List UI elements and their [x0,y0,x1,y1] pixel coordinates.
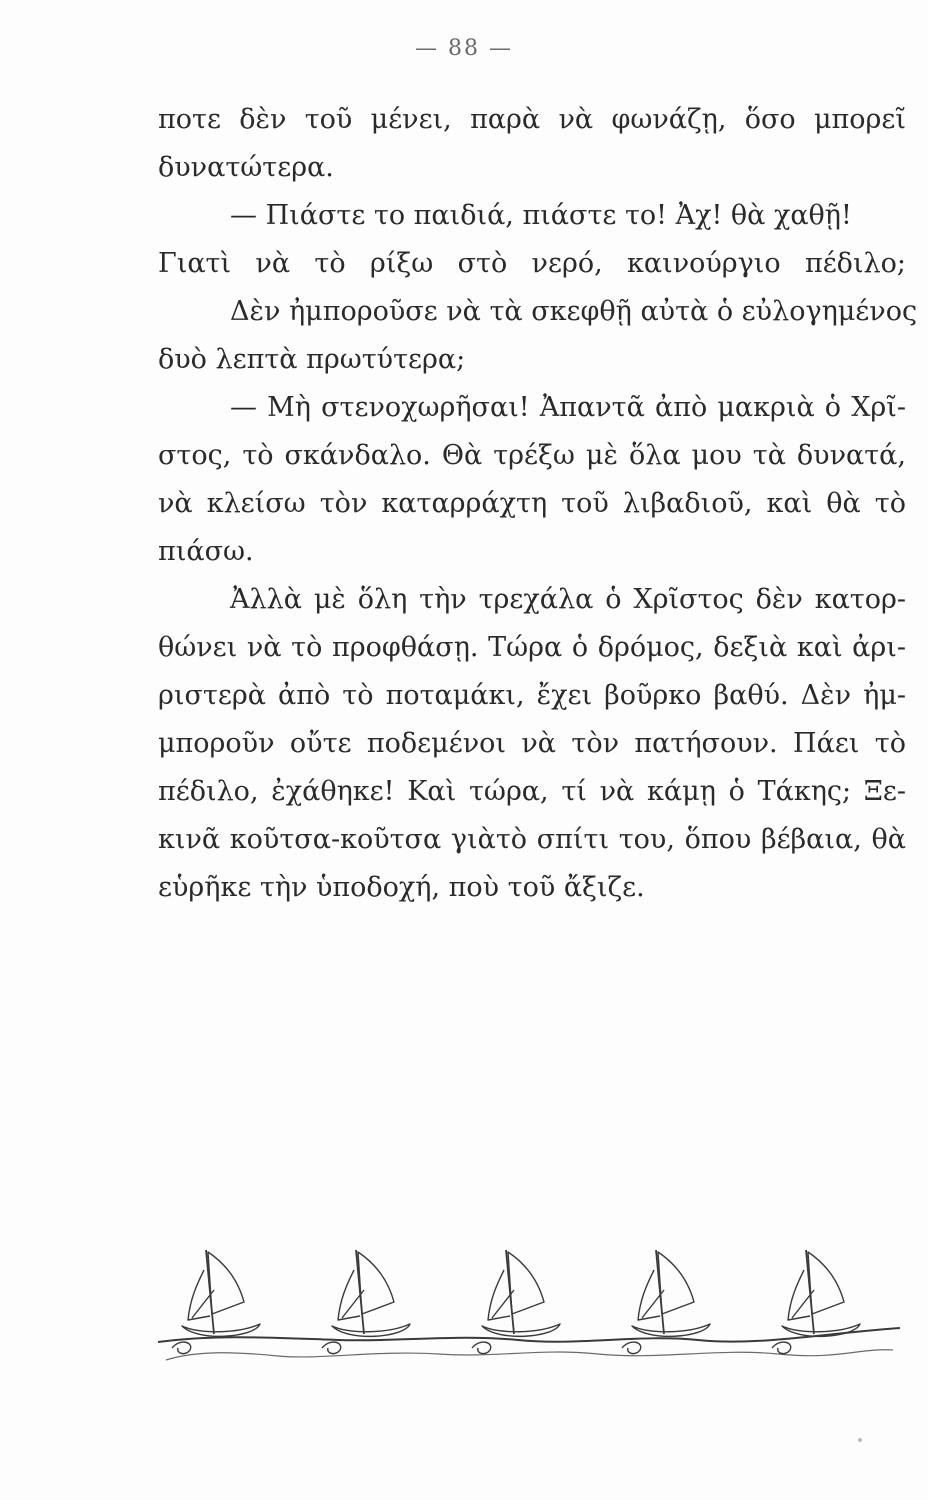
sailboat-stroke [472,1342,491,1354]
sailboat-stroke [808,1252,844,1314]
sailboat-stroke [332,1324,410,1336]
page-number: — 88 — [415,36,513,61]
body-text [158,96,918,912]
sailboat-stroke [338,1270,360,1320]
text-line-15: πέδιλο, ἐχάθηκε! Καὶ τώρα, τί νὰ κάμῃ ὁ Τάκης; Ξε- [158,776,906,807]
sailboat-icon [322,1250,410,1354]
sailboat-stroke [508,1252,544,1314]
sailboat-stroke [208,1252,244,1314]
wave-swirl-line [166,1350,893,1360]
paper-speck [858,1438,862,1442]
sailboat-stroke [172,1342,191,1354]
text-line-6: δυὸ λεπτὰ πρωτύτερα; [158,344,466,375]
text-line-9: νὰ κλείσω τὸν καταρράχτη τοῦ λιβαδιοῦ, καὶ θὰ τὸ [158,488,906,519]
sailboat-stroke [772,1342,791,1354]
text-line-2: δυνατώτερα. [158,152,334,183]
sailboat-stroke [622,1342,641,1354]
text-line-14: μποροῦν οὔτε ποδεμένοι νὰ τὸν πατήσουν. Πάει τὸ [158,728,906,759]
sailboat-stroke [788,1270,810,1320]
ornament-drawing [158,1230,908,1380]
text-line-17: εὑρῆκε τὴν ὑποδοχή, ποὺ τοῦ ἄξιζε. [158,872,645,903]
text-line-16: κινᾶ κοῦτσα-κοῦτσα γιὰτὸ σπίτι του, ὅπου βέβαια, θὰ [158,824,906,855]
text-line-8: στος, τὸ σκάνδαλο. Θὰ τρέξω μὲ ὅλα μου τὰ δυνατά, [158,440,906,471]
text-line-3: — Πιάστε το παιδιά, πιάστε το! Ἀχ! θὰ χαθῇ! [230,200,852,231]
sailboat-stroke [188,1270,210,1320]
text-line-12: θώνει νὰ τὸ προφθάσῃ. Τώρα ὁ δρόμος, δεξιὰ καὶ ἀρι- [158,632,906,663]
sailboat-stroke [182,1324,260,1336]
text-line-4: Γιατὶ νὰ τὸ ρίξω στὸ νερό, καινούργιο πέδιλο; [158,248,906,279]
text-line-1: ποτε δὲν τοῦ μένει, παρὰ νὰ φωνάζῃ, ὅσο μπορεῖ [158,104,906,135]
text-line-10: πιάσω. [158,536,254,567]
text-line-13: ριστερὰ ἀπὸ τὸ ποταμάκι, ἔχει βοῦρκο βαθύ. Δὲν ἠμ- [158,680,906,711]
sailboat-stroke [658,1252,694,1314]
sailboat-stroke [632,1324,710,1336]
sailboat-stroke [482,1324,560,1336]
sailboat-stroke [358,1252,394,1314]
text-line-5: Δὲν ἠμποροῦσε νὰ τὰ σκεφθῇ αὐτὰ ὁ εὐλογημένος [230,296,918,327]
sailboat-row-ornament-icon [158,1230,908,1380]
text-line-11: Ἀλλὰ μὲ ὅλη τὴν τρεχάλα ὁ Χρῖστος δὲν κατορ- [230,584,906,615]
sailboat-stroke [638,1270,660,1320]
sailboat-stroke [488,1270,510,1320]
text-line-7: — Μὴ στενοχωρῆσαι! Ἀπαντᾶ ἀπὸ μακριὰ ὁ Χρῖ- [230,392,906,423]
sailboat-stroke [322,1342,341,1354]
